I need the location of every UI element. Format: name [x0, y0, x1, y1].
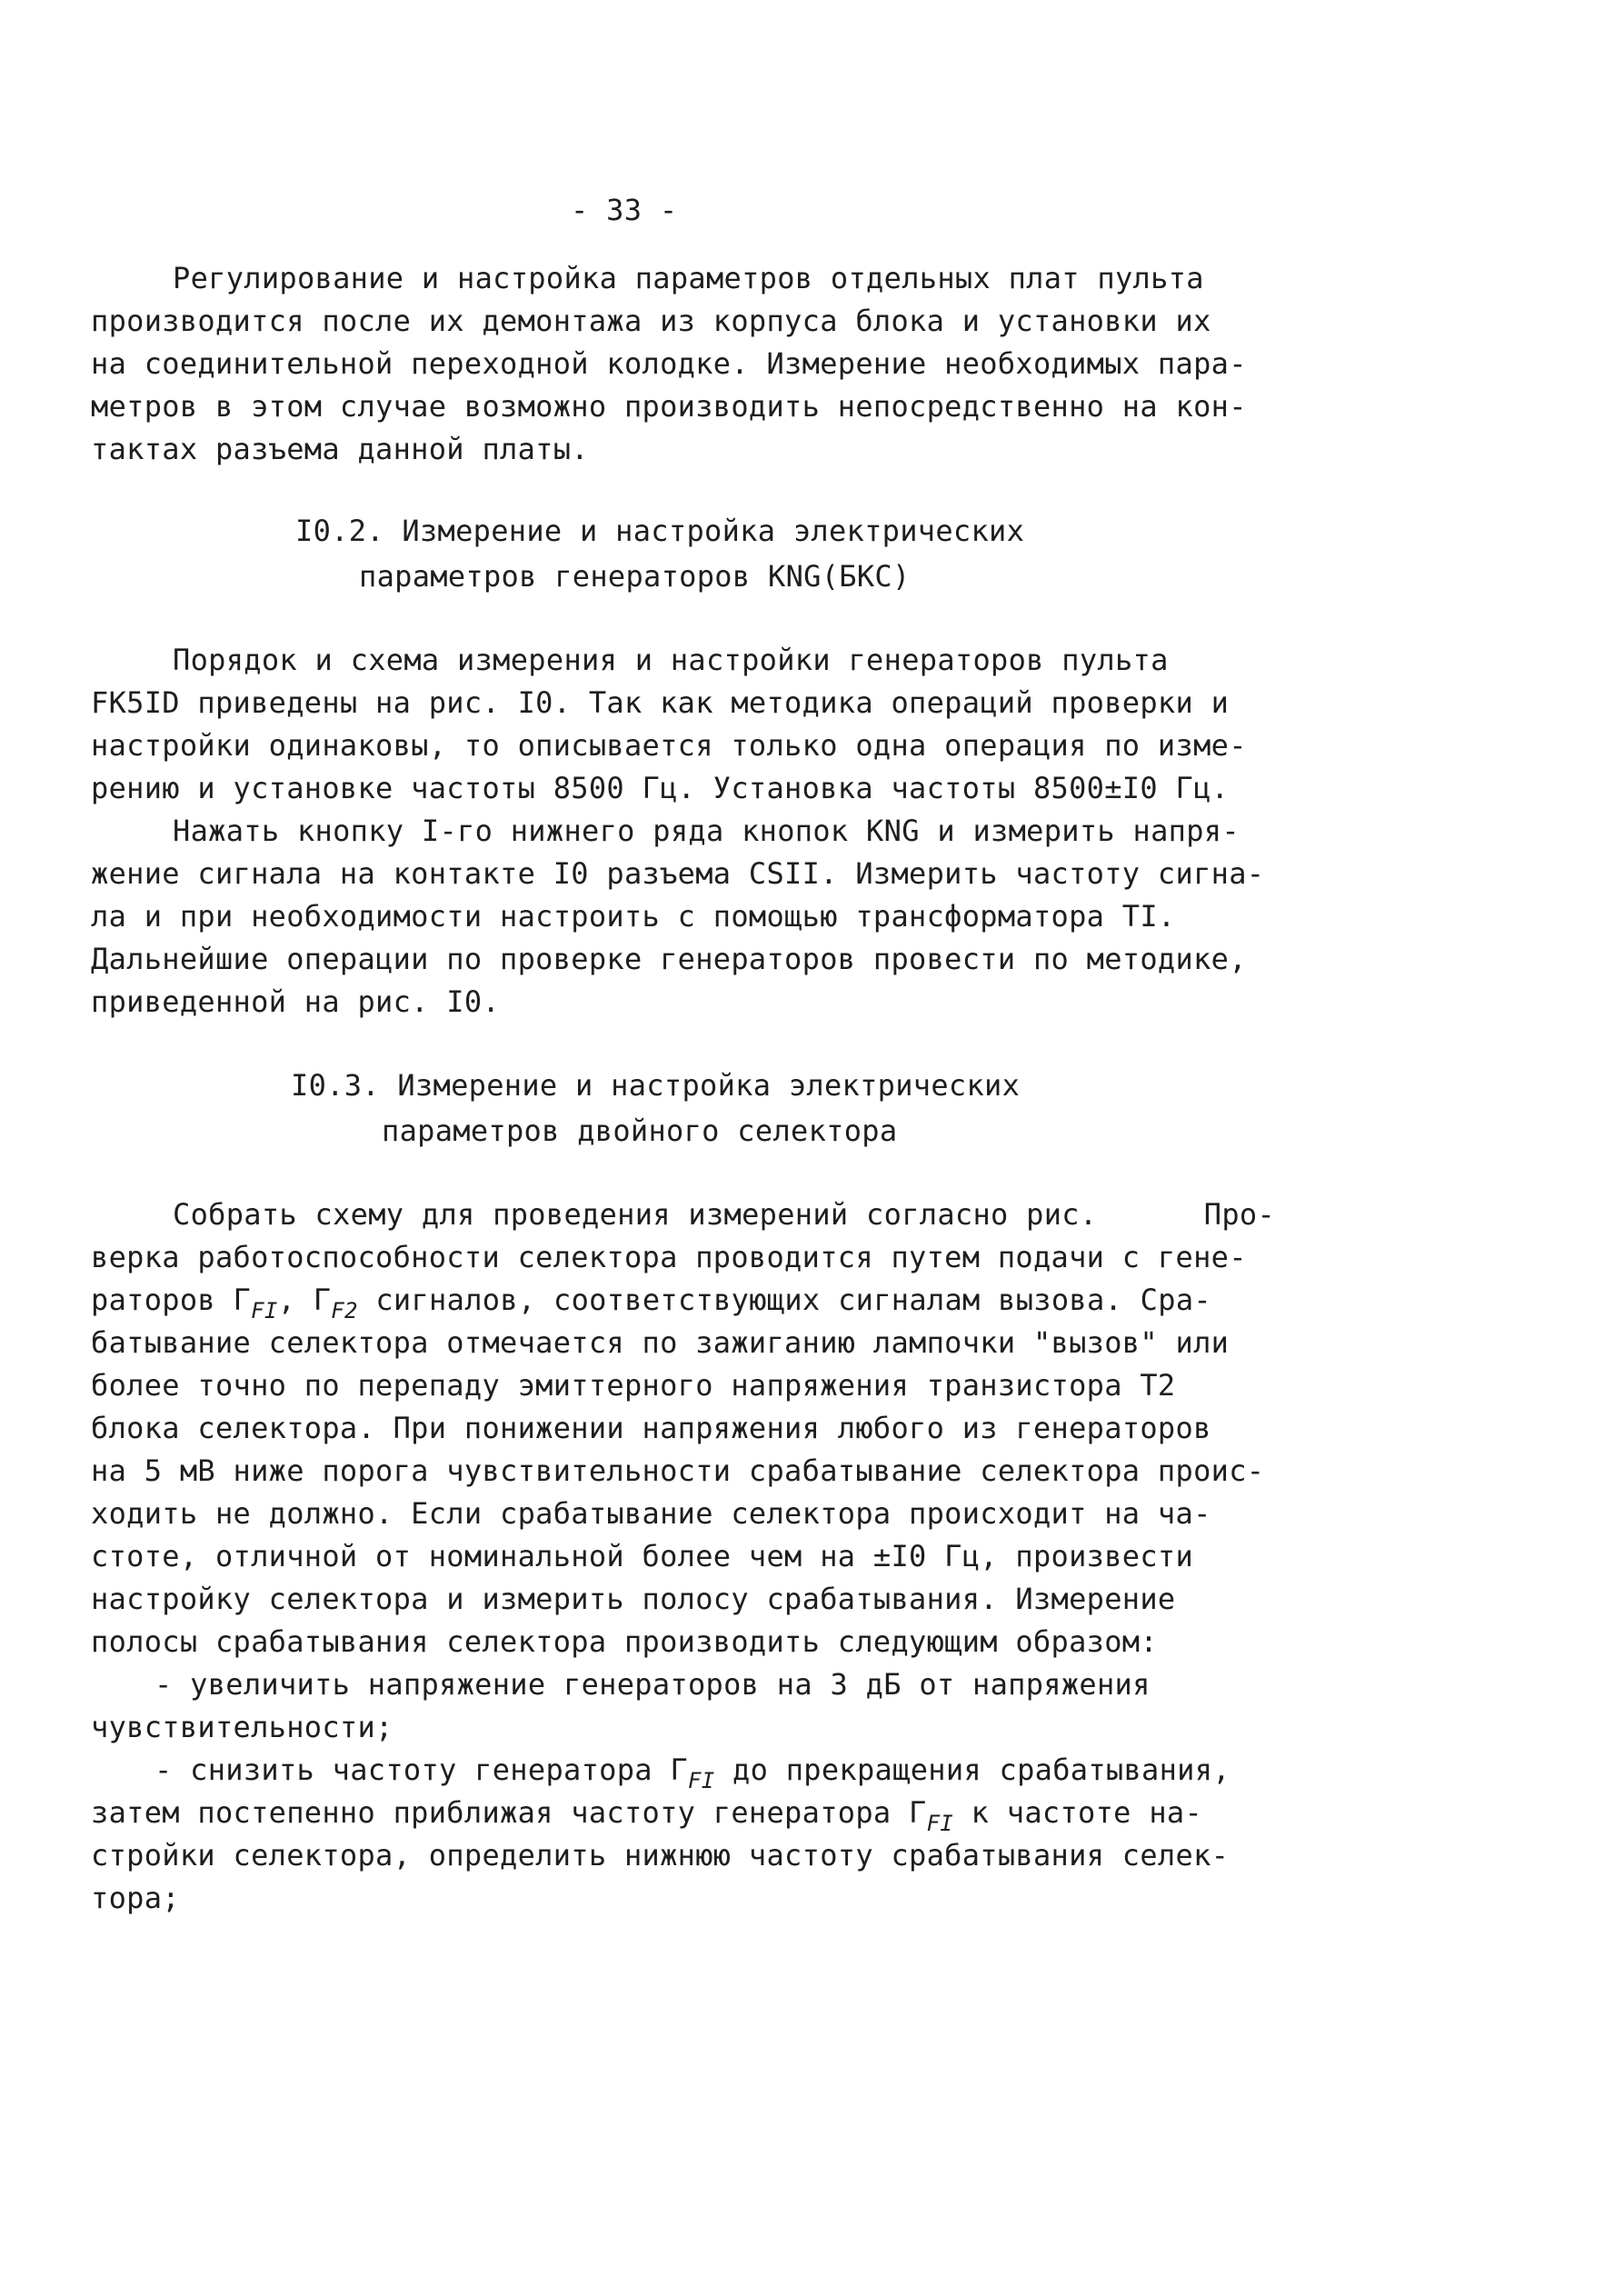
section-10-2-heading: I0.2. Измерение и настройка электрических — [295, 514, 1025, 548]
page-number: - 33 - — [571, 193, 678, 227]
section-10-2-line: приведенной на рис. I0. — [91, 984, 501, 1019]
section-10-3-line: тора; — [91, 1881, 180, 1915]
subscript: FI — [687, 1768, 715, 1793]
text-fragment: к частоте на- — [953, 1795, 1203, 1830]
section-10-3-line: более точно по перепаду эмиттерного напряжения транзистора T2 — [91, 1368, 1176, 1403]
section-10-2-line: жение сигнала на контакте I0 разъема CSII. Измерить частоту сигна- — [91, 856, 1265, 891]
section-10-3-heading-cont: параметров двойного селектора — [382, 1114, 898, 1148]
section-10-3-line: блока селектора. При понижении напряжения любого из генераторов — [91, 1411, 1211, 1445]
subscript: FI — [926, 1811, 954, 1836]
intro-line: метров в этом случае возможно производить непосредственно на кон- — [91, 389, 1247, 424]
subscript: F2 — [331, 1298, 358, 1323]
section-10-2-line: настройки одинаковы, то описывается только одна операция по изме- — [91, 728, 1247, 763]
section-10-3-heading: I0.3. Измерение и настройка электрических — [291, 1068, 1021, 1103]
subscript: FI — [251, 1298, 278, 1323]
section-10-2-line: Нажать кнопку I-го нижнего ряда кнопок KNG и измерить напря- — [173, 814, 1240, 848]
section-10-2-line: ла и при необходимости настроить с помощью трансформатора TI. — [91, 899, 1176, 934]
section-10-2-heading-cont: параметров генераторов KNG(БКС) — [359, 559, 911, 594]
text-fragment: сигналов, соответствующих сигналам вызова. Сра- — [357, 1283, 1211, 1317]
section-10-3-line: Собрать схему для проведения измерений согласно рис. Про- — [173, 1197, 1276, 1232]
section-10-3-line: чувствительности; — [91, 1710, 394, 1744]
intro-line: производится после их демонтажа из корпуса блока и установки их — [91, 304, 1211, 338]
section-10-2-line: Порядок и схема измерения и настройки генераторов пульта — [173, 643, 1169, 677]
section-10-3-line: полосы срабатывания селектора производить следующим образом: — [91, 1624, 1158, 1659]
section-10-3-line: на 5 мВ ниже порога чувствительности срабатывание селектора проис- — [91, 1453, 1265, 1488]
intro-line: на соединительной переходной колодке. Измерение необходимых пара- — [91, 346, 1247, 381]
text-fragment: - снизить частоту генератора Г — [154, 1753, 688, 1787]
text-fragment: раторов Г — [91, 1283, 252, 1317]
text-fragment: до прекращения срабатывания, — [714, 1753, 1230, 1787]
section-10-2-line: FK5ID приведены на рис. I0. Так как методика операций проверки и — [91, 685, 1230, 720]
section-10-2-line: рению и установке частоты 8500 Гц. Установка частоты 8500±I0 Гц. — [91, 771, 1230, 805]
text-fragment: затем постепенно приближая частоту генератора Г — [91, 1795, 927, 1830]
text-fragment: , Г — [277, 1283, 332, 1317]
section-10-3-line-zatem — [91, 1795, 1203, 1836]
section-10-3-line: ходить не должно. Если срабатывание селектора происходит на ча- — [91, 1496, 1211, 1531]
section-10-3-line: верка работоспособности селектора проводится путем подачи с гене- — [91, 1240, 1247, 1274]
section-10-3-line-snizit — [154, 1755, 1230, 1792]
section-10-3-line-generators — [91, 1285, 1211, 1322]
section-10-2-line: Дальнейшие операции по проверке генераторов провести по методике, — [91, 942, 1247, 976]
section-10-3-line: - увеличить напряжение генераторов на 3 дБ от напряжения — [154, 1667, 1151, 1702]
intro-line: тактах разъема данной платы. — [91, 432, 589, 466]
section-10-3-line: стройки селектора, определить нижнюю частоту срабатывания селек- — [91, 1838, 1230, 1873]
section-10-3-line: стоте, отличной от номинальной более чем на ±I0 Гц, произвести — [91, 1539, 1194, 1573]
section-10-3-line: настройку селектора и измерить полосу срабатывания. Измерение — [91, 1582, 1176, 1616]
section-10-3-line: батывание селектора отмечается по зажиганию лампочки "вызов" или — [91, 1325, 1230, 1360]
intro-line: Регулирование и настройка параметров отдельных плат пульта — [173, 261, 1204, 295]
